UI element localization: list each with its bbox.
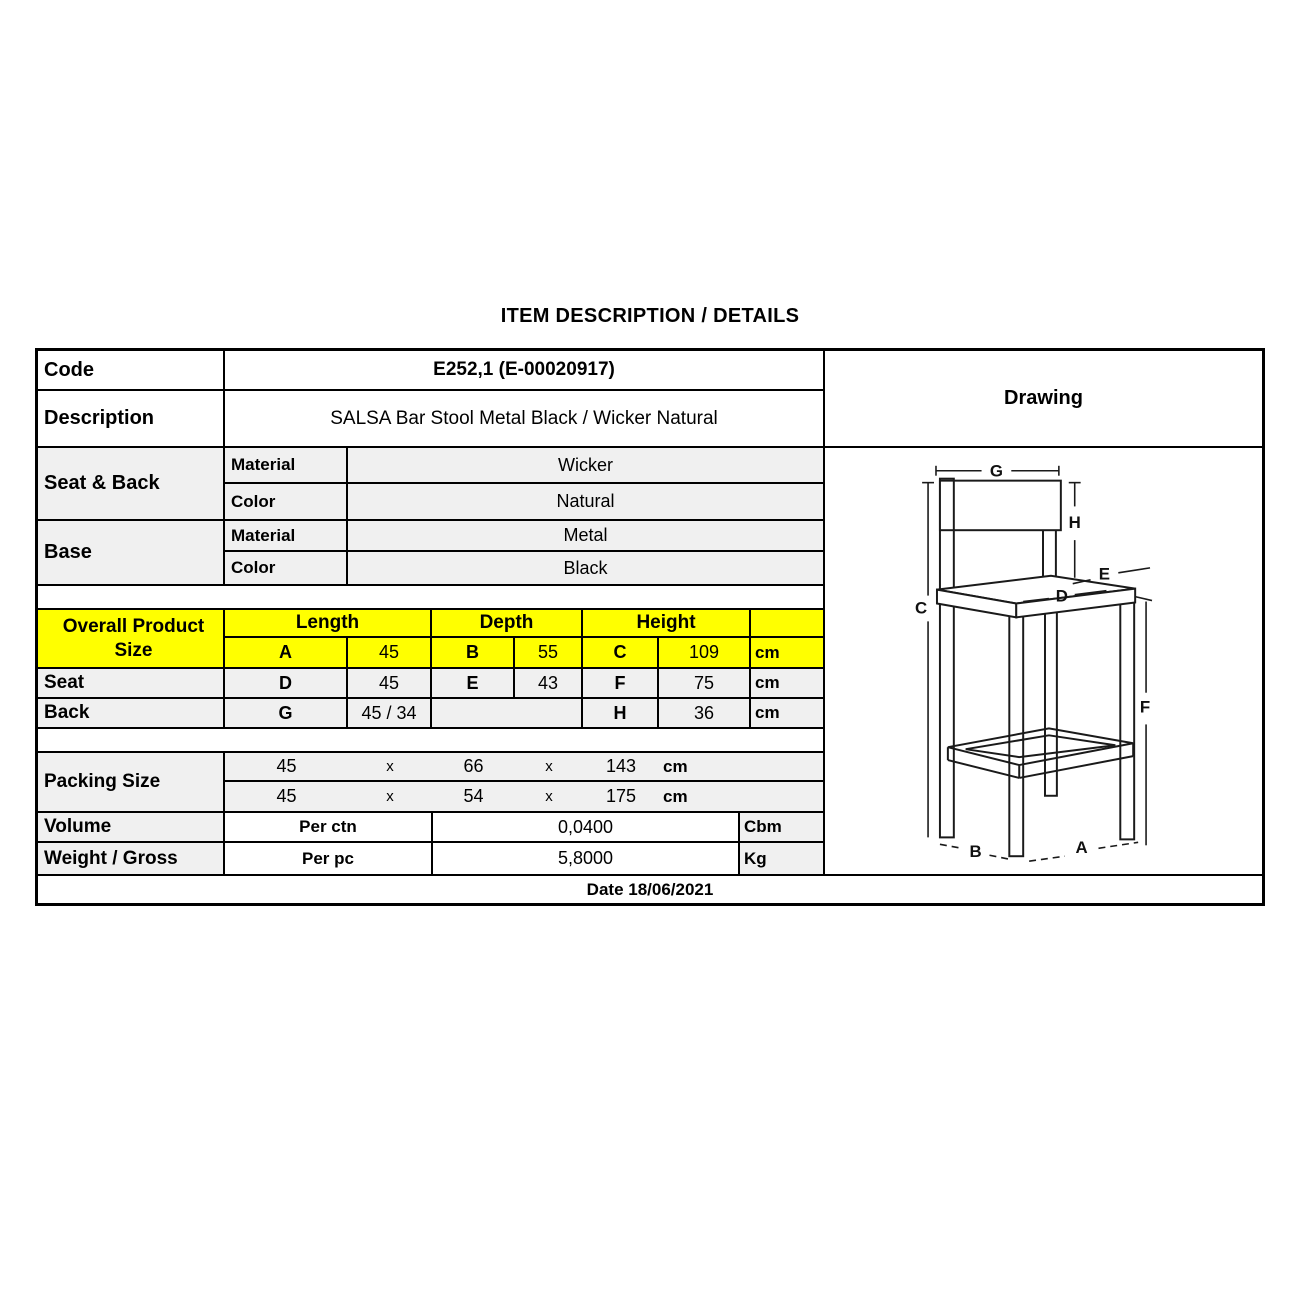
back-height-key: H [583, 699, 659, 727]
packing-1-depth: 66 [463, 756, 484, 777]
weight-per: Per pc [225, 843, 433, 874]
volume-per: Per ctn [225, 813, 433, 841]
depth-header: Depth [432, 610, 583, 636]
weight-label: Weight / Gross [38, 843, 225, 874]
dim-label-b: B [969, 842, 982, 862]
overall-length-key: A [225, 638, 348, 667]
row-base-material [225, 521, 823, 552]
row-seat-size [38, 669, 823, 699]
volume-unit: Cbm [740, 813, 823, 841]
drawing-column [825, 351, 1262, 874]
seat-depth-key: E [432, 669, 515, 697]
seat-back-material-value: Wicker [558, 454, 613, 475]
back-unit: cm [755, 703, 780, 722]
size-header-line2: Size [114, 639, 153, 661]
band-packing [38, 753, 823, 813]
length-header: Length [225, 610, 432, 636]
size-header-label [38, 610, 225, 667]
band-size-header [38, 610, 823, 669]
stool-right-leg [1120, 600, 1134, 840]
page-title: ITEM DESCRIPTION / DETAILS [500, 305, 800, 327]
drawing-title: Drawing [825, 351, 1262, 448]
seat-height-key: F [583, 669, 659, 697]
row-seat-back-color [225, 484, 823, 519]
row-base-color [225, 552, 823, 584]
seat-length-key: D [225, 669, 348, 697]
stool-rear-left-leg [940, 479, 954, 838]
spacer-row-2 [38, 729, 823, 753]
row-description [38, 391, 823, 448]
packing-1-x2: x [545, 758, 553, 776]
seat-back-material-label: Material [225, 448, 348, 482]
stool-rear-right-post [1043, 528, 1056, 580]
back-height-value: 36 [659, 699, 751, 727]
description-label: Description [38, 391, 225, 446]
table-main-band [38, 351, 1262, 874]
dim-label-e: E [1098, 564, 1111, 584]
back-length-key: G [225, 699, 348, 727]
volume-value: 0,0400 [433, 813, 740, 841]
packing-1-x1: x [386, 758, 394, 776]
size-header-unit-cell [751, 610, 823, 636]
packing-1-length: 45 [276, 756, 297, 777]
seat-height-value: 75 [659, 669, 751, 697]
spacer-row-1 [38, 586, 823, 610]
band-seat-back [38, 448, 823, 521]
weight-unit: Kg [740, 843, 823, 874]
drawing-area [825, 448, 1262, 874]
stool-rear-right-leg [1045, 588, 1057, 796]
code-value: E252,1 (E-00020917) [433, 359, 615, 380]
back-depth-empty [432, 699, 583, 727]
overall-height-key: C [583, 638, 659, 667]
height-header: Height [583, 610, 751, 636]
seat-back-label: Seat & Back [38, 448, 225, 519]
packing-2-unit: cm [663, 786, 688, 806]
overall-unit: cm [755, 642, 780, 662]
packing-row-2 [225, 782, 823, 811]
overall-depth-value: 55 [515, 638, 583, 667]
packing-2-length: 45 [276, 786, 297, 807]
packing-1-height: 143 [605, 756, 637, 777]
packing-label: Packing Size [38, 753, 225, 811]
row-code [38, 351, 823, 391]
dim-label-a: A [1075, 838, 1088, 858]
dim-line-f [1135, 597, 1152, 846]
seat-back-color-label: Color [225, 484, 348, 519]
row-weight [38, 843, 823, 874]
overall-depth-key: B [432, 638, 515, 667]
back-length-value: 45 / 34 [348, 699, 432, 727]
seat-length-value: 45 [348, 669, 432, 697]
base-color-value: Black [563, 557, 608, 578]
dim-label-h: H [1068, 513, 1081, 533]
packing-2-filler [751, 782, 823, 811]
packing-row-1 [225, 753, 823, 782]
stool-drawing [825, 448, 1262, 874]
dim-label-f: F [1139, 697, 1151, 717]
dim-label-c: C [915, 598, 928, 618]
seat-unit: cm [755, 673, 780, 692]
base-material-value: Metal [563, 525, 608, 546]
dim-line-e [1073, 568, 1150, 584]
weight-value: 5,8000 [433, 843, 740, 874]
packing-1-unit: cm [663, 756, 688, 776]
date-row: Date 18/06/2021 [38, 874, 1262, 903]
seat-size-label: Seat [38, 669, 225, 697]
row-back-size [38, 699, 823, 729]
row-size-dimension-headers [225, 610, 823, 638]
base-label: Base [38, 521, 225, 584]
volume-label: Volume [38, 813, 225, 841]
dim-label-g: G [989, 461, 1003, 481]
spec-left-columns [38, 351, 825, 874]
base-color-label: Color [225, 552, 348, 584]
dim-line-c [922, 483, 934, 838]
packing-2-x2: x [545, 788, 553, 806]
code-label: Code [38, 351, 225, 389]
band-base [38, 521, 823, 586]
dim-label-d: D [1055, 586, 1068, 606]
overall-height-value: 109 [659, 638, 751, 667]
packing-2-depth: 54 [463, 786, 484, 807]
base-material-label: Material [225, 521, 348, 550]
packing-2-height: 175 [605, 786, 637, 807]
row-seat-back-material [225, 448, 823, 484]
packing-2-x1: x [386, 788, 394, 806]
description-value: SALSA Bar Stool Metal Black / Wicker Natural [330, 407, 718, 429]
back-size-label: Back [38, 699, 225, 727]
size-header-line1: Overall Product [62, 615, 205, 637]
packing-1-filler [751, 753, 823, 780]
overall-length-value: 45 [348, 638, 432, 667]
row-overall-size [225, 638, 823, 667]
seat-depth-value: 43 [515, 669, 583, 697]
row-volume [38, 813, 823, 843]
spec-table [35, 348, 1265, 906]
stool-footrest-frame [948, 728, 1133, 778]
stool-back-panel [940, 481, 1061, 531]
seat-back-color-value: Natural [556, 491, 615, 511]
